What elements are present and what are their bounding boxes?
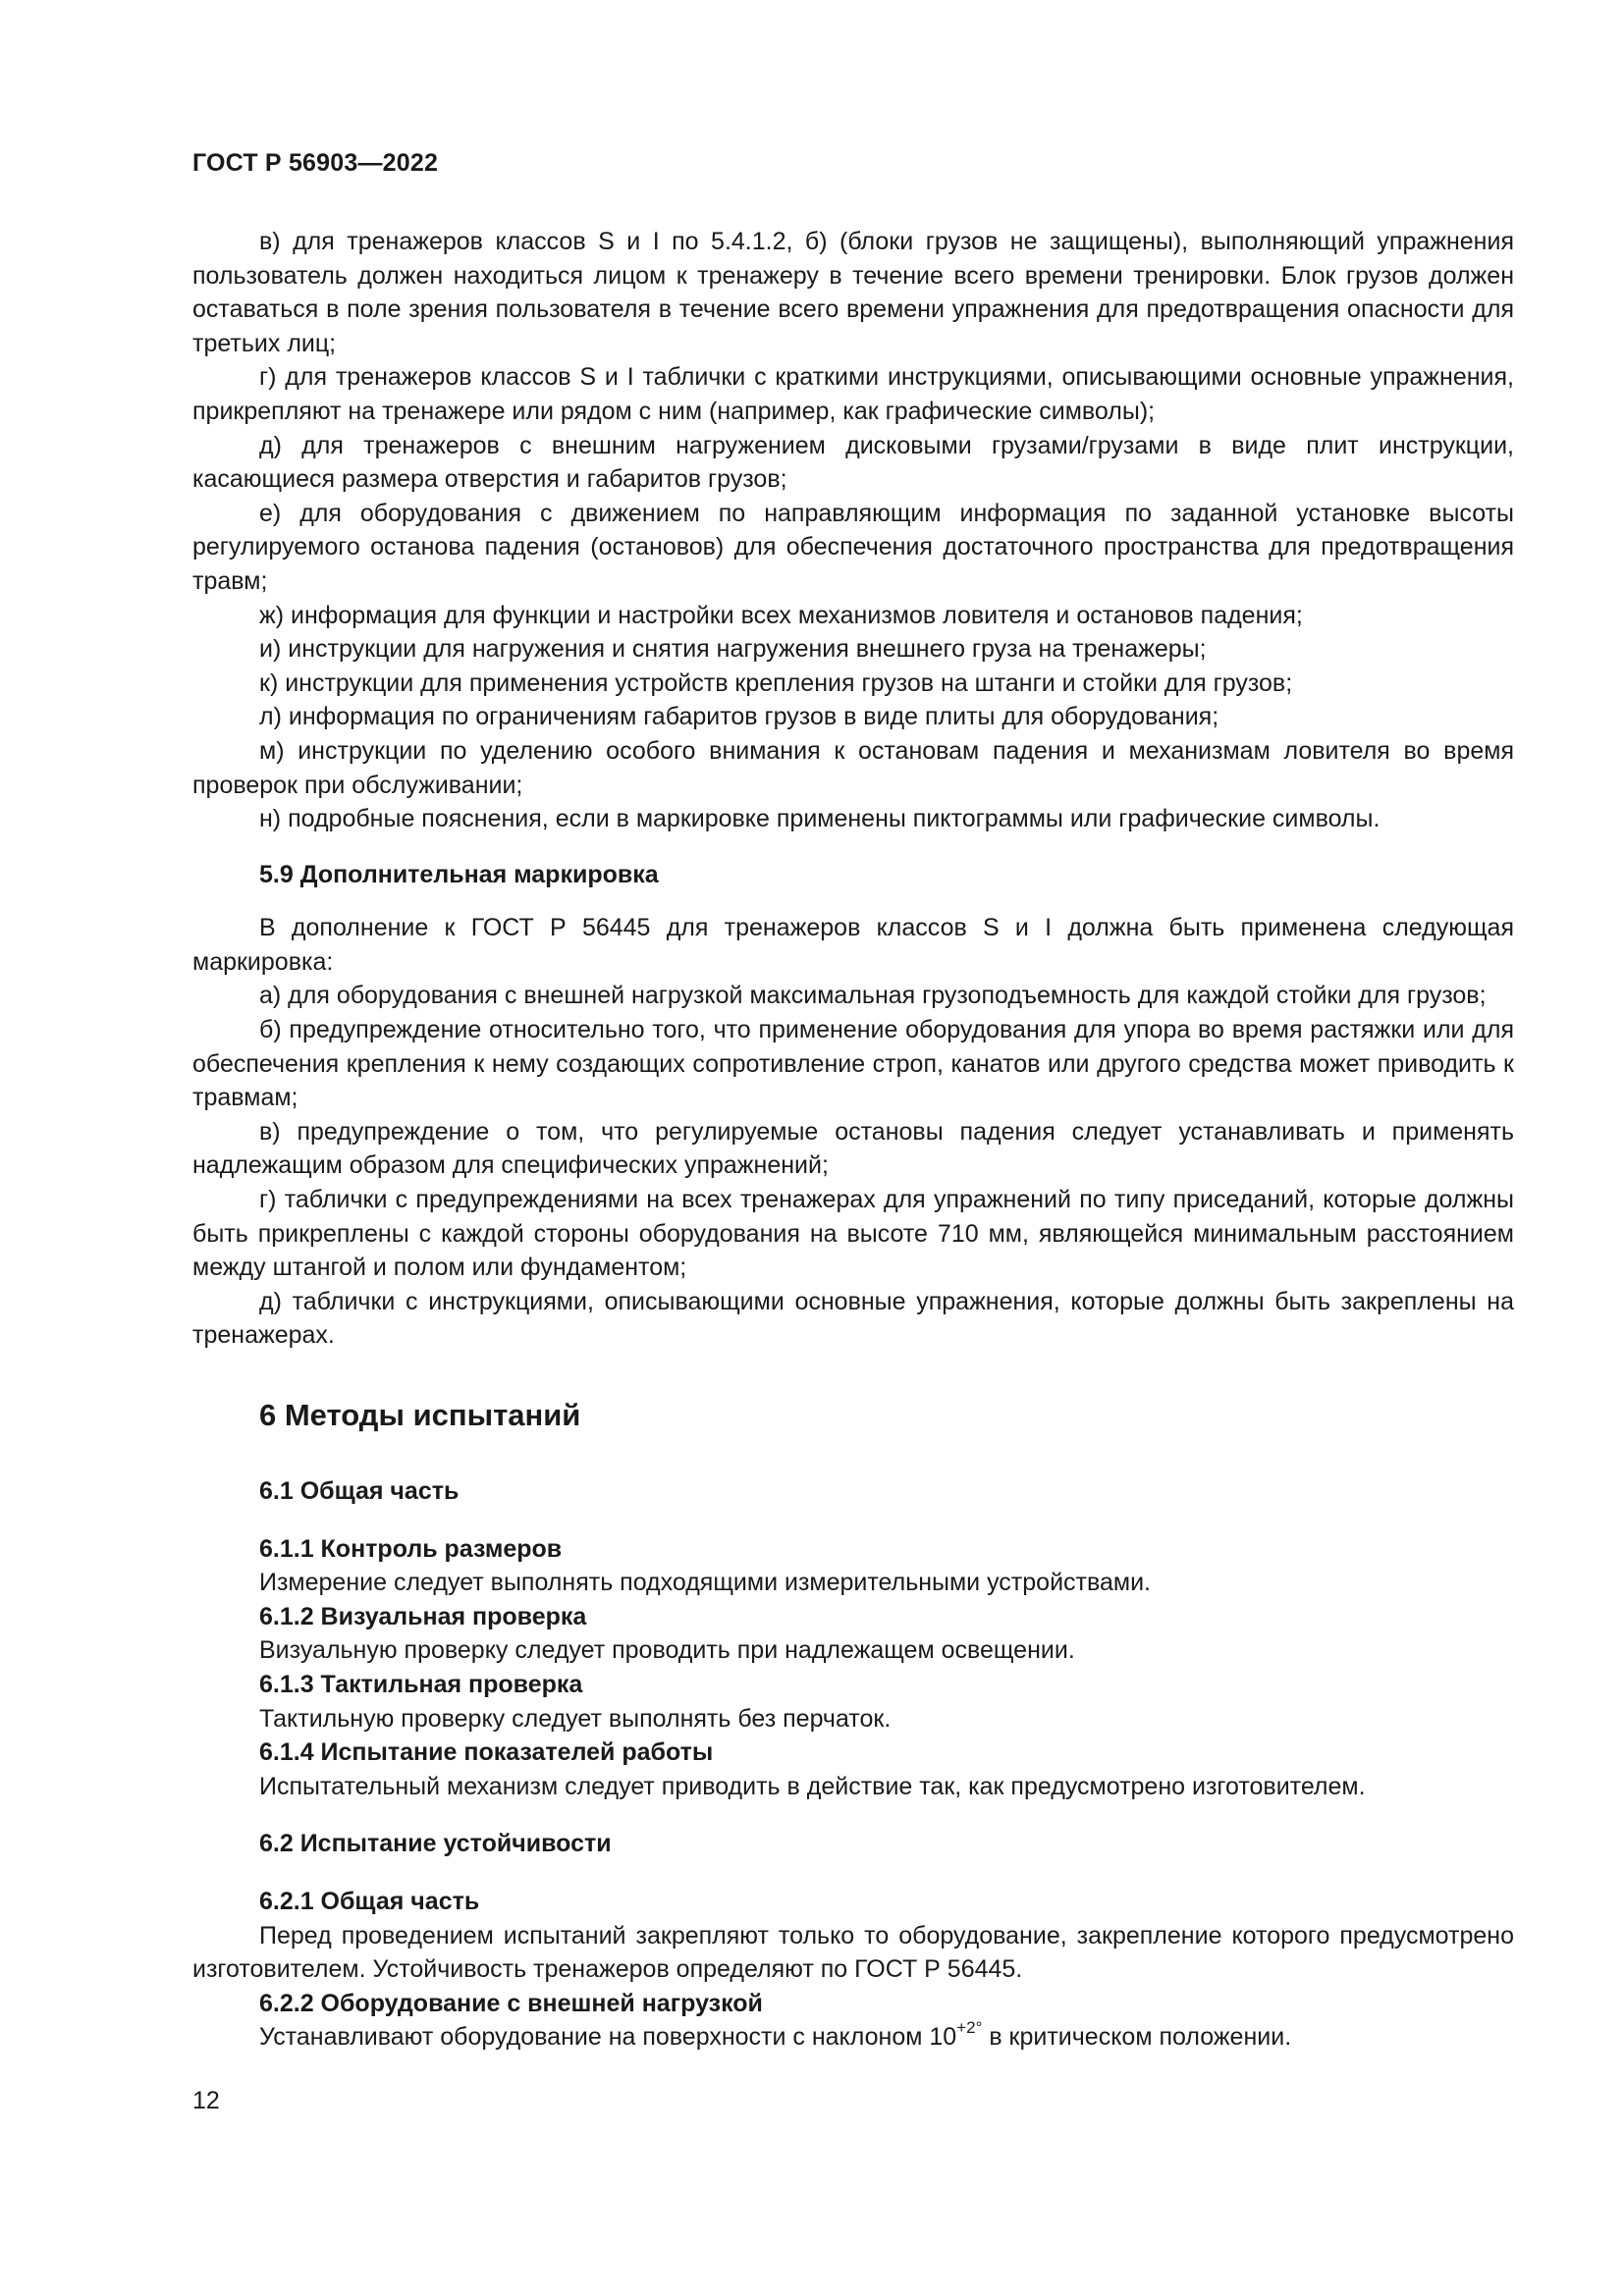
heading-6-2: 6.2 Испытание устойчивости: [259, 1830, 612, 1858]
list-item-v: в) для тренажеров классов S и I по 5.4.1.2, б) (блоки грузов не защищены), выполняющий упражнения пользователь должен находиться лицом к тренажеру в течение всего времени тренировки. Блок грузов должен оставаться в поле зрения пользователя в течение всего времени упражнения для предотвращения опасности для третьих лиц;: [192, 228, 1514, 357]
heading-6-1: 6.1 Общая часть: [259, 1477, 460, 1505]
list-item-i: и) инструкции для нагружения и снятия нагружения внешнего груза на тренажеры;: [259, 635, 1207, 664]
list-item-zh: ж) информация для функции и настройки всех механизмов ловителя и остановов падения;: [259, 601, 1303, 629]
list-item-m: м) инструкции по уделению особого внимания к остановам падения и механизмам ловителя во время проверок при обслуживании;: [192, 736, 1514, 799]
heading-6-1-2: 6.1.2 Визуальная проверка: [259, 1602, 587, 1630]
list-item-e: е) для оборудования с движением по направляющим информация по заданной установке высоты регулируемого останова падения (остановов) для обеспечения достаточного пространства для предотвращения травм;: [192, 499, 1514, 595]
paragraph-6-1-3: Тактильную проверку следует выполнять без перчаток.: [259, 1704, 892, 1733]
list-item-5-9-b: б) предупреждение относительно того, что применение оборудования для упора во время растяжки или для обеспечения крепления к нему создающих сопротивление строп, канатов или другого средства может приводить к травмам;: [192, 1016, 1514, 1112]
list-item-d: д) для тренажеров с внешним нагружением дисковыми грузами/грузами в виде плит инструкции, касающиеся размера отверстия и габаритов грузов;: [192, 431, 1514, 494]
heading-6-1-4: 6.1.4 Испытание показателей работы: [259, 1738, 714, 1767]
list-item-5-9-v: в) предупреждение о том, что регулируемые остановы падения следует устанавливать и применять надлежащим образом для специфических упражнений;: [192, 1117, 1514, 1180]
page-number: 12: [192, 2087, 220, 2114]
list-item-n: н) подробные пояснения, если в маркировке применены пиктограммы или графические символы.: [259, 805, 1380, 833]
list-item-k: к) инструкции для применения устройств крепления грузов на штанги и стойки для грузов;: [259, 668, 1293, 697]
list-item-5-9-d: д) таблички с инструкциями, описывающими основные упражнения, которые должны быть закреплены на тренажерах.: [192, 1287, 1514, 1350]
heading-6-1-1: 6.1.1 Контроль размеров: [259, 1534, 563, 1563]
paragraph-6-2-1: Перед проведением испытаний закрепляют только то оборудование, закрепление которого предусмотрено изготовителем. Устойчивость тренажеров определяют по ГОСТ Р 56445.: [192, 1921, 1514, 1984]
paragraph-6-1-4: Испытательный механизм следует приводить в действие так, как предусмотрено изготовителем.: [259, 1772, 1366, 1800]
document-header: ГОСТ Р 56903—2022: [192, 149, 439, 177]
list-item-g: г) для тренажеров классов S и I таблички с краткими инструкциями, описывающими основные упражнения, прикрепляют на тренажере или рядом с ним (например, как графические символы);: [192, 363, 1514, 425]
paragraph-6-2-2-text-after: в критическом положении.: [982, 2023, 1292, 2052]
paragraph-6-1-2: Визуальную проверку следует проводить при надлежащем освещении.: [259, 1636, 1075, 1665]
paragraph-6-1-1: Измерение следует выполнять подходящими измерительными устройствами.: [259, 1569, 1151, 1597]
paragraph-6-2-2-text-before: Устанавливают оборудование на поверхности с наклоном 10: [259, 2023, 957, 2052]
list-item-l: л) информация по ограничениям габаритов грузов в виде плиты для оборудования;: [259, 703, 1219, 731]
heading-6-2-2: 6.2.2 Оборудование с внешней нагрузкой: [259, 1989, 763, 2017]
heading-5-9: 5.9 Дополнительная маркировка: [259, 860, 659, 888]
heading-section-6: 6 Методы испытаний: [259, 1398, 581, 1432]
page-content: [192, 225, 1514, 2055]
list-item-5-9-g: г) таблички с предупреждениями на всех тренажерах для упражнений по типу приседаний, которые должны быть прикреплены с каждой стороны оборудования на высоте 710 мм, являющейся минимальным расстоянием между штангой и полом или фундаментом;: [192, 1186, 1514, 1282]
heading-6-1-3: 6.1.3 Тактильная проверка: [259, 1670, 583, 1698]
tolerance-superscript: +2°: [956, 2018, 983, 2038]
list-item-5-9-a: а) для оборудования с внешней нагрузкой максимальная грузоподъемность для каждой стойки для грузов;: [259, 982, 1487, 1010]
paragraph-5-9-intro: В дополнение к ГОСТ Р 56445 для тренажеров классов S и I должна быть применена следующая маркировка:: [192, 914, 1514, 976]
paragraph-6-2-2: [192, 2020, 1514, 2055]
heading-6-2-1: 6.2.1 Общая часть: [259, 1887, 480, 1915]
